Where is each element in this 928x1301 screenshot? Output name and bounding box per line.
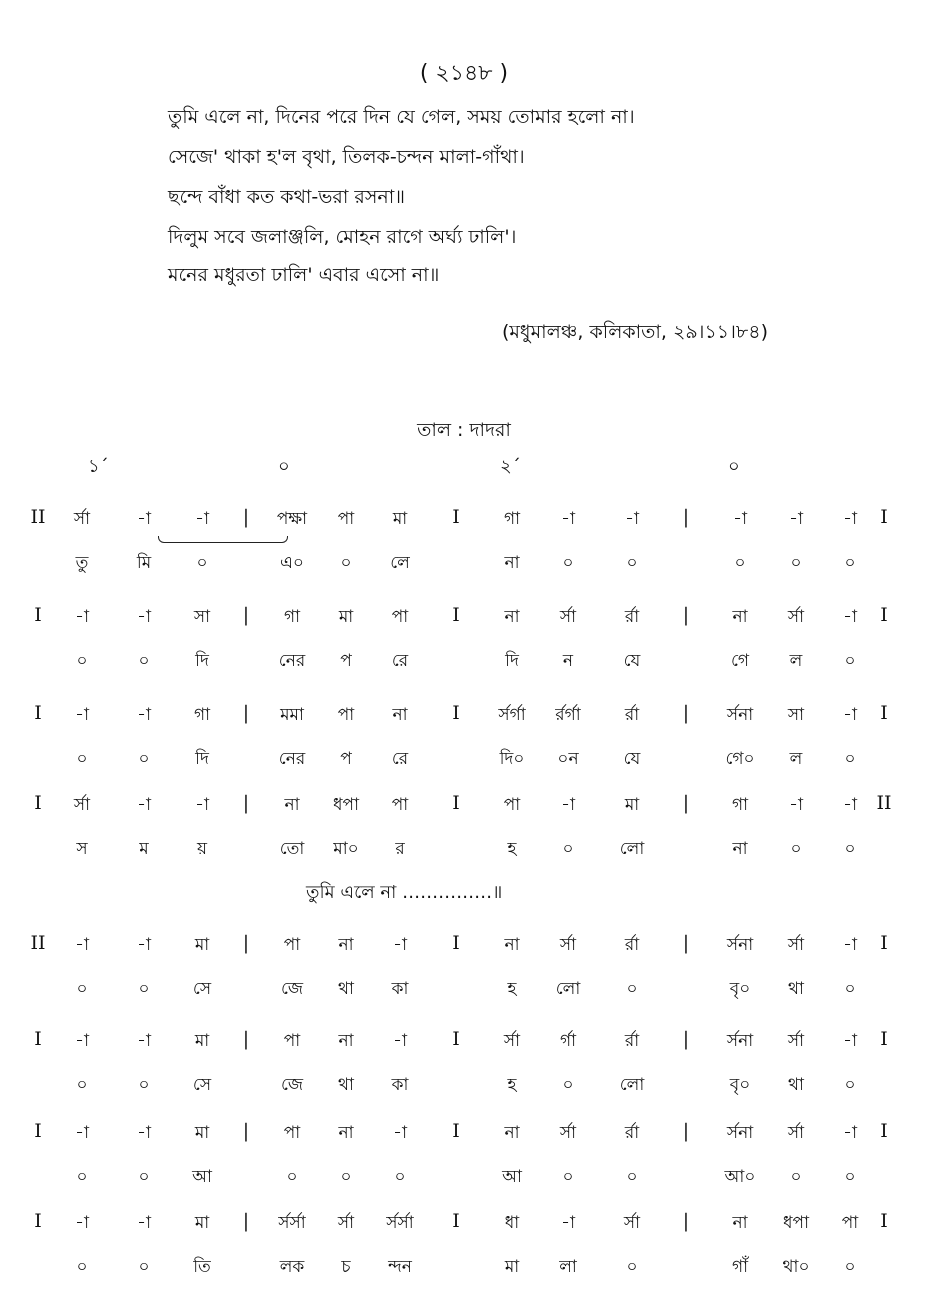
swara-note: না [284, 795, 300, 815]
swara-note: মা [338, 607, 354, 627]
swara-note: না [732, 1213, 748, 1233]
notation-row [0, 932, 928, 962]
swara-note: র্সনা [726, 935, 754, 955]
lyric-syllable: ০ [138, 749, 150, 769]
bar-line: | [682, 1210, 690, 1232]
swara-note: র্সনা [726, 1123, 754, 1143]
lyric-syllable: বৃ০ [729, 979, 751, 999]
swara-note: -া [561, 1213, 575, 1233]
bar-line: I [452, 506, 460, 528]
lyric-syllable: ০ [844, 1167, 856, 1187]
swara-note: গা [503, 509, 521, 529]
lyric-syllable: হ [507, 1075, 517, 1095]
beat-marker: ০ [278, 456, 290, 477]
swara-note: -া [75, 935, 89, 955]
lyric-syllable: গাঁ [731, 1257, 749, 1277]
lyric-syllable: স [76, 839, 88, 859]
lyric-syllable: দি [505, 651, 519, 671]
swara-note: র্রা [624, 705, 640, 725]
composition-note: (মধুমালঞ্চ, কলিকাতা, ২৯।১১।৮৪) [501, 321, 768, 343]
swara-note: র্সা [623, 1213, 641, 1233]
bar-line: | [682, 702, 690, 724]
lyric-syllable: ০ [76, 1257, 88, 1277]
swara-note: র্সা [559, 935, 577, 955]
swara-note: ধপা [333, 795, 359, 815]
swara-note: -া [137, 607, 151, 627]
swara-note: -া [625, 509, 639, 529]
lyric-syllable: থা [788, 979, 804, 999]
lyric-syllable: রে [391, 651, 409, 671]
swara-note: র্সা [787, 935, 805, 955]
bar-line: | [242, 506, 250, 528]
lyric-syllable: ০ [196, 553, 208, 573]
lyric-syllable: তো [279, 839, 305, 859]
lyric-syllable: ০ [626, 979, 638, 999]
lyric-syllable: ০ন [557, 749, 579, 769]
lyric-syllable: তু [75, 553, 89, 573]
lyric-syllable: ০ [138, 979, 150, 999]
lyric-syllable: দি০ [499, 749, 525, 769]
swara-note: পা [841, 1213, 859, 1233]
lyric-syllable: লো [619, 839, 645, 859]
swara-note: না [504, 1123, 520, 1143]
lyric-syllable: ০ [394, 1167, 406, 1187]
swara-note: মা [194, 1123, 210, 1143]
lyric-syllable: প [340, 651, 352, 671]
bar-line: | [682, 932, 690, 954]
swara-note: -া [843, 705, 857, 725]
lyric-syllable: কা [391, 979, 409, 999]
swara-note: না [338, 935, 354, 955]
lyric-syllable: সে [192, 979, 212, 999]
swara-note: -া [195, 509, 209, 529]
swara-note: -া [195, 795, 209, 815]
lyric-syllable: থা [338, 979, 354, 999]
lyric-syllable: জে [280, 1075, 304, 1095]
lyric-syllable: যে [623, 651, 641, 671]
lyric-syllable: তি [193, 1257, 211, 1277]
swara-note: র্সর্সা [386, 1213, 414, 1233]
swara-note: সা [193, 607, 211, 627]
swara-note: -া [137, 509, 151, 529]
swara-note: পা [283, 1031, 301, 1051]
bar-line: | [682, 1028, 690, 1050]
swara-note: -া [137, 705, 151, 725]
beat-marker: ০ [728, 456, 740, 477]
bar-line: I [452, 792, 460, 814]
lyric-syllable: ০ [138, 1167, 150, 1187]
lyric-syllable: দি [195, 651, 209, 671]
swara-note: গা [193, 705, 211, 725]
swara-note: -া [75, 1213, 89, 1233]
lyric-syllable: ০ [340, 553, 352, 573]
lyric-syllable: জে [280, 979, 304, 999]
lyric-syllable: নের [278, 651, 306, 671]
lyric-syllable: ০ [626, 1167, 638, 1187]
bar-line: I [880, 604, 888, 626]
swara-note: না [338, 1031, 354, 1051]
swara-note: র্সর্সা [278, 1213, 306, 1233]
swara-note: -া [843, 1123, 857, 1143]
swara-note: র্সা [337, 1213, 355, 1233]
lyric-syllable: মা০ [333, 839, 359, 859]
lyrics-block [168, 104, 635, 302]
lyric-syllable: ০ [844, 651, 856, 671]
bar-line: I [34, 702, 42, 724]
lyric-syllable: ০ [844, 553, 856, 573]
swara-note: ধপা [783, 1213, 809, 1233]
beat-marker: ২´ [500, 456, 521, 477]
syllable-row [0, 1072, 928, 1102]
swara-note: মা [392, 509, 408, 529]
bar-line: I [452, 1210, 460, 1232]
swara-note: পা [391, 607, 409, 627]
bar-line: I [880, 702, 888, 724]
lyric-syllable: ০ [844, 1257, 856, 1277]
lyric-line: মনের মধুরতা ঢালি' এবার এসো না॥ [168, 264, 440, 286]
syllable-row [0, 1164, 928, 1194]
lyric-syllable: হ [507, 839, 517, 859]
lyric-syllable: ০ [562, 839, 574, 859]
lyric-syllable: ০ [340, 1167, 352, 1187]
syllable-row [0, 648, 928, 678]
swara-note: -া [137, 1213, 151, 1233]
swara-note: মা [194, 935, 210, 955]
swara-note: -া [393, 1123, 407, 1143]
bar-line: I [880, 1120, 888, 1142]
swara-note: সা [787, 705, 805, 725]
swara-note: -া [843, 509, 857, 529]
lyric-syllable: দি [195, 749, 209, 769]
notation-row [0, 1120, 928, 1150]
swara-note: -া [137, 935, 151, 955]
swara-note: পা [503, 795, 521, 815]
beat-marker: ১´ [88, 456, 109, 477]
swara-note: -া [789, 509, 803, 529]
bar-line: II [30, 506, 46, 528]
lyric-syllable: ন্দন [388, 1257, 412, 1277]
bar-line: I [880, 1028, 888, 1050]
lyric-syllable: না [504, 553, 520, 573]
swara-note: -া [561, 509, 575, 529]
bar-line: I [34, 1210, 42, 1232]
syllable-row [0, 976, 928, 1006]
bar-line: I [452, 1120, 460, 1142]
swara-note: -া [137, 795, 151, 815]
notation-row [0, 506, 928, 536]
lyric-syllable: য় [196, 839, 208, 859]
lyric-syllable: লক [279, 1257, 305, 1277]
swara-note: ধা [504, 1213, 520, 1233]
swara-note: -া [75, 1031, 89, 1051]
lyric-syllable: হ [507, 979, 517, 999]
syllable-row [0, 550, 928, 580]
syllable-row [0, 836, 928, 866]
lyric-syllable: লো [555, 979, 581, 999]
lyric-syllable: গে০ [725, 749, 755, 769]
bar-line: I [34, 1120, 42, 1142]
swara-note: মা [194, 1031, 210, 1051]
swara-note: র্সা [73, 795, 91, 815]
lyric-syllable: মি [136, 553, 152, 573]
slur-brace [158, 536, 288, 543]
bar-line: | [242, 702, 250, 724]
notation-row [0, 792, 928, 822]
swara-note: র্সনা [726, 1031, 754, 1051]
swara-note: -া [561, 795, 575, 815]
swara-note: পক্ষা [276, 509, 308, 529]
swara-note: র্সা [787, 1031, 805, 1051]
refrain-line: তুমি এলে না ……………॥ [306, 882, 503, 903]
lyric-syllable: থা০ [782, 1257, 810, 1277]
swara-note: মা [194, 1213, 210, 1233]
lyric-line: সেজে' থাকা হ'ল বৃথা, তিলক-চন্দন মালা-গাঁথা। [168, 146, 525, 168]
lyric-syllable: যে [623, 749, 641, 769]
swara-note: মা [624, 795, 640, 815]
lyric-syllable: ০ [138, 1257, 150, 1277]
swara-note: না [504, 607, 520, 627]
lyric-syllable: প [340, 749, 352, 769]
swara-note: -া [789, 795, 803, 815]
lyric-syllable: গে [730, 651, 750, 671]
swara-note: মমা [280, 705, 304, 725]
lyric-syllable: লো [619, 1075, 645, 1095]
swara-note: গা [731, 795, 749, 815]
lyric-syllable: ০ [562, 1167, 574, 1187]
bar-line: I [880, 1210, 888, 1232]
lyric-syllable: ০ [76, 651, 88, 671]
notation-row [0, 1028, 928, 1058]
bar-line: | [242, 792, 250, 814]
bar-line: I [880, 932, 888, 954]
bar-line: | [242, 1028, 250, 1050]
bar-line: | [242, 1210, 250, 1232]
bar-line: I [34, 604, 42, 626]
lyric-syllable: ০ [286, 1167, 298, 1187]
beat-markers [0, 452, 928, 482]
lyric-syllable: বৃ০ [729, 1075, 751, 1095]
lyric-syllable: এ০ [280, 553, 304, 573]
swara-note: -া [843, 795, 857, 815]
swara-note: র্সর্গা [498, 705, 526, 725]
swara-note: পা [337, 705, 355, 725]
bar-line: | [682, 792, 690, 814]
lyric-syllable: ন [562, 651, 574, 671]
syllable-row [0, 1254, 928, 1284]
bar-line: | [682, 506, 690, 528]
swara-note: -া [843, 607, 857, 627]
lyric-syllable: ০ [138, 651, 150, 671]
swara-note: পা [283, 935, 301, 955]
lyric-syllable: ০ [844, 839, 856, 859]
swara-note: গা [283, 607, 301, 627]
lyric-syllable: চ [341, 1257, 351, 1277]
lyric-syllable: আ [192, 1167, 212, 1187]
lyric-syllable: ০ [76, 1167, 88, 1187]
lyric-syllable: ০ [844, 749, 856, 769]
bar-line: I [34, 792, 42, 814]
bar-line: | [682, 1120, 690, 1142]
bar-line: I [880, 506, 888, 528]
bar-line: I [452, 702, 460, 724]
bar-line: II [876, 792, 892, 814]
notation-row [0, 1210, 928, 1240]
lyric-syllable: লা [559, 1257, 577, 1277]
lyric-syllable: না [732, 839, 748, 859]
swara-note: র্সনা [726, 705, 754, 725]
lyric-syllable: ০ [562, 1075, 574, 1095]
bar-line: I [452, 604, 460, 626]
bar-line: | [242, 604, 250, 626]
bar-line: II [30, 932, 46, 954]
swara-note: পা [283, 1123, 301, 1143]
swara-note: না [504, 935, 520, 955]
lyric-syllable: থা [338, 1075, 354, 1095]
taal-heading: তাল : দাদরা [417, 419, 511, 441]
lyric-syllable: ০ [790, 553, 802, 573]
swara-note: -া [393, 1031, 407, 1051]
lyric-syllable: আ০ [724, 1167, 756, 1187]
bar-line: I [452, 932, 460, 954]
notation-row [0, 604, 928, 634]
lyric-syllable: ০ [76, 1075, 88, 1095]
swara-note: র্রর্গা [555, 705, 581, 725]
lyric-syllable: ০ [76, 749, 88, 769]
lyric-syllable: ০ [734, 553, 746, 573]
swara-note: -া [733, 509, 747, 529]
swara-note: র্রা [624, 1031, 640, 1051]
swara-note: পা [391, 795, 409, 815]
lyric-syllable: ল [789, 651, 803, 671]
lyric-syllable: কা [391, 1075, 409, 1095]
swara-note: না [392, 705, 408, 725]
syllable-row [0, 746, 928, 776]
lyric-syllable: ০ [626, 553, 638, 573]
lyric-syllable: ০ [844, 1075, 856, 1095]
bar-line: I [34, 1028, 42, 1050]
swara-note: র্সা [787, 1123, 805, 1143]
swara-note: না [338, 1123, 354, 1143]
swara-note: -া [75, 1123, 89, 1143]
lyric-syllable: আ [502, 1167, 522, 1187]
bar-line: I [452, 1028, 460, 1050]
swara-note: -া [137, 1123, 151, 1143]
bar-line: | [242, 1120, 250, 1142]
swara-note: -া [843, 935, 857, 955]
lyric-syllable: ০ [790, 839, 802, 859]
lyric-syllable: র [395, 839, 405, 859]
lyric-syllable: ০ [626, 1257, 638, 1277]
swara-note: -া [75, 705, 89, 725]
lyric-syllable: নের [278, 749, 306, 769]
swara-note: -া [393, 935, 407, 955]
lyric-line: ছন্দে বাঁধা কত কথা-ভরা রসনা॥ [168, 186, 406, 208]
lyric-syllable: সে [192, 1075, 212, 1095]
lyric-syllable: থা [788, 1075, 804, 1095]
lyric-line: দিলুম সবে জলাঞ্জলি, মোহন রাগে অর্ঘ্য ঢালি'। [168, 226, 517, 248]
lyric-syllable: লে [390, 553, 410, 573]
swara-note: র্সা [559, 607, 577, 627]
notation-row [0, 702, 928, 732]
lyric-syllable: রে [391, 749, 409, 769]
lyric-syllable: ০ [790, 1167, 802, 1187]
swara-note: র্সা [787, 607, 805, 627]
swara-note: না [732, 607, 748, 627]
swara-note: র্সা [73, 509, 91, 529]
lyric-syllable: মা [504, 1257, 520, 1277]
lyric-syllable: ০ [76, 979, 88, 999]
lyric-line: তুমি এলে না, দিনের পরে দিন যে গেল, সময় তোমার হলো না। [168, 106, 635, 128]
swara-note: র্রা [624, 935, 640, 955]
lyric-syllable: ০ [844, 979, 856, 999]
swara-note: র্গা [559, 1031, 577, 1051]
swara-note: র্সা [559, 1123, 577, 1143]
lyric-syllable: ০ [562, 553, 574, 573]
lyric-syllable: ০ [138, 1075, 150, 1095]
swara-note: -া [75, 607, 89, 627]
swara-note: র্রা [624, 607, 640, 627]
bar-line: | [242, 932, 250, 954]
swara-note: -া [137, 1031, 151, 1051]
swara-note: র্রা [624, 1123, 640, 1143]
page-number: ( ২১৪৮ ) [419, 61, 509, 86]
bar-line: | [682, 604, 690, 626]
swara-note: র্সা [503, 1031, 521, 1051]
lyric-syllable: ল [789, 749, 803, 769]
swara-note: -া [843, 1031, 857, 1051]
lyric-syllable: ম [139, 839, 149, 859]
swara-note: পা [337, 509, 355, 529]
